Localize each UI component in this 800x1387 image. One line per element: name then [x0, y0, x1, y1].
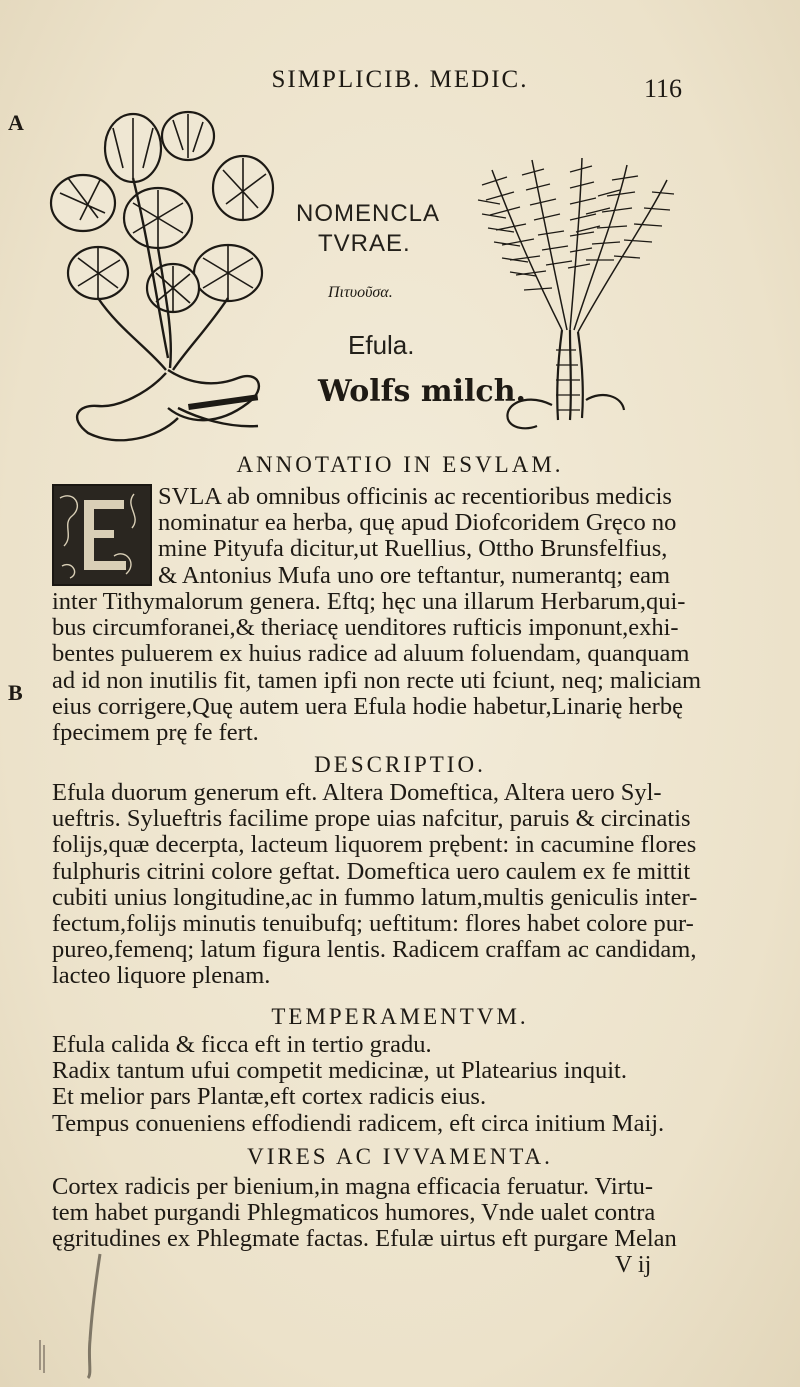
nomenclature-german-name: Wolfs milch. — [318, 374, 526, 409]
annotatio-line-8: ad id non inutilis fit, tamen ipfi non recte uti fciunt, neq; maliciam — [52, 666, 702, 694]
vires-paragraph — [52, 1174, 752, 1253]
vires-line-2: tem habet purgandi Phlegmaticos humores, Vnde ualet contra — [52, 1199, 656, 1227]
nomenclature-latin-name: Efula. — [348, 330, 415, 360]
annotatio-line-5: inter Tithymalorum genera. Eftq; hęc una illarum Herbarum,qui- — [52, 588, 686, 615]
vires-line-1: Cortex radicis per bienium,in magna efficacia feruatur. Virtu- — [52, 1173, 654, 1200]
descriptio-line-8: lacteo liquore plenam. — [52, 962, 271, 990]
annotatio-line-7: bentes puluerem ex huius radice ad aluum foluendam, quanquam — [52, 640, 690, 668]
initial-ornament — [54, 486, 150, 584]
signature-mark: V ij — [615, 1252, 652, 1278]
temperamentum-line-2: Radix tantum ufui competit medicinæ, ut Platearius inquit. — [52, 1057, 627, 1085]
annotatio-line-3: mine Pityufa dicitur,ut Ruellius, Ottho Brunsfelfius, — [158, 535, 668, 563]
descriptio-line-3: folijs,quæ decerpta, lacteum liquorem prębent: in cacumine flores — [52, 831, 697, 859]
descriptio-line-6: fectum,folijs minutis tenuibufq; ueftitum: flores habet colore pur- — [52, 910, 694, 938]
decorated-initial — [52, 484, 152, 586]
heading-descriptio: DESCRIPTIO. — [314, 752, 486, 777]
annotatio-line-10: fpecimem prę fe fert. — [52, 719, 259, 747]
descriptio-line-4: fulphuris citrini colore geftat. Domeftica uero caulem ex fe mittit — [52, 857, 691, 885]
annotatio-line-4: & Antonius Mufa uno ore teftantur, numerantq; eam — [158, 561, 671, 589]
page-number: 116 — [644, 74, 683, 103]
paper-stain-decoration — [30, 1250, 150, 1380]
vires-line-3: ęgritudines ex Phlegmate factas. Efulæ uirtus eft purgare Melan — [52, 1225, 677, 1253]
running-head: SIMPLICIB. MEDIC. — [271, 66, 529, 93]
heading-temperamentum: TEMPERAMENTVM. — [271, 1004, 529, 1029]
nomenclature-greek-name: Πιτυοῦσα. — [328, 284, 393, 301]
annotatio-paragraph — [52, 589, 752, 746]
descriptio-line-7: pureo,femenq; latum figura lentis. Radicem craffam ac candidam, — [52, 936, 697, 964]
annotatio-first-lines — [158, 484, 753, 589]
temperamentum-line-4: Tempus conueniens effodiendi radicem, eft circa initium Maij. — [52, 1109, 665, 1137]
temperamentum-line-3: Et melior pars Plantæ,eft cortex radicis eius. — [52, 1083, 487, 1111]
nomenclature-title-line2: TVRAE. — [318, 230, 411, 257]
descriptio-line-2: ueftris. Sylueftris facilime prope uias nafcitur, paruis & circinatis — [52, 805, 691, 833]
heading-vires: VIRES AC IVVAMENTA. — [247, 1144, 553, 1169]
annotatio-line-1: SVLA ab omnibus officinis ac recentioribus medicis — [158, 483, 672, 510]
nomenclature-title-line1: NOMENCLA — [296, 200, 441, 227]
annotatio-line-9: eius corrigere,Quę autem uera Efula hodie habetur,Linarię herbę — [52, 692, 683, 720]
temperamentum-line-1: Efula calida & ficca eft in tertio gradu. — [52, 1031, 432, 1058]
annotatio-line-2: nominatur ea herba, quę apud Diofcoridem Gręco no — [158, 509, 677, 537]
margin-letter-a: A — [8, 110, 24, 135]
descriptio-paragraph — [52, 780, 752, 990]
margin-letter-b: B — [8, 680, 23, 705]
heading-annotatio: ANNOTATIO IN ESVLAM. — [236, 452, 564, 477]
descriptio-line-5: cubiti unius longitudine,ac in fummo latum,multis geniculis inter- — [52, 883, 698, 911]
descriptio-line-1: Efula duorum generum eft. Altera Domeftica, Altera uero Syl- — [52, 779, 662, 806]
annotatio-line-6: bus circumforanei,& theriacę uenditores rufticis imponunt,exhi- — [52, 614, 679, 642]
woodcut-left-plant — [38, 108, 298, 448]
temperamentum-paragraph — [52, 1032, 752, 1137]
